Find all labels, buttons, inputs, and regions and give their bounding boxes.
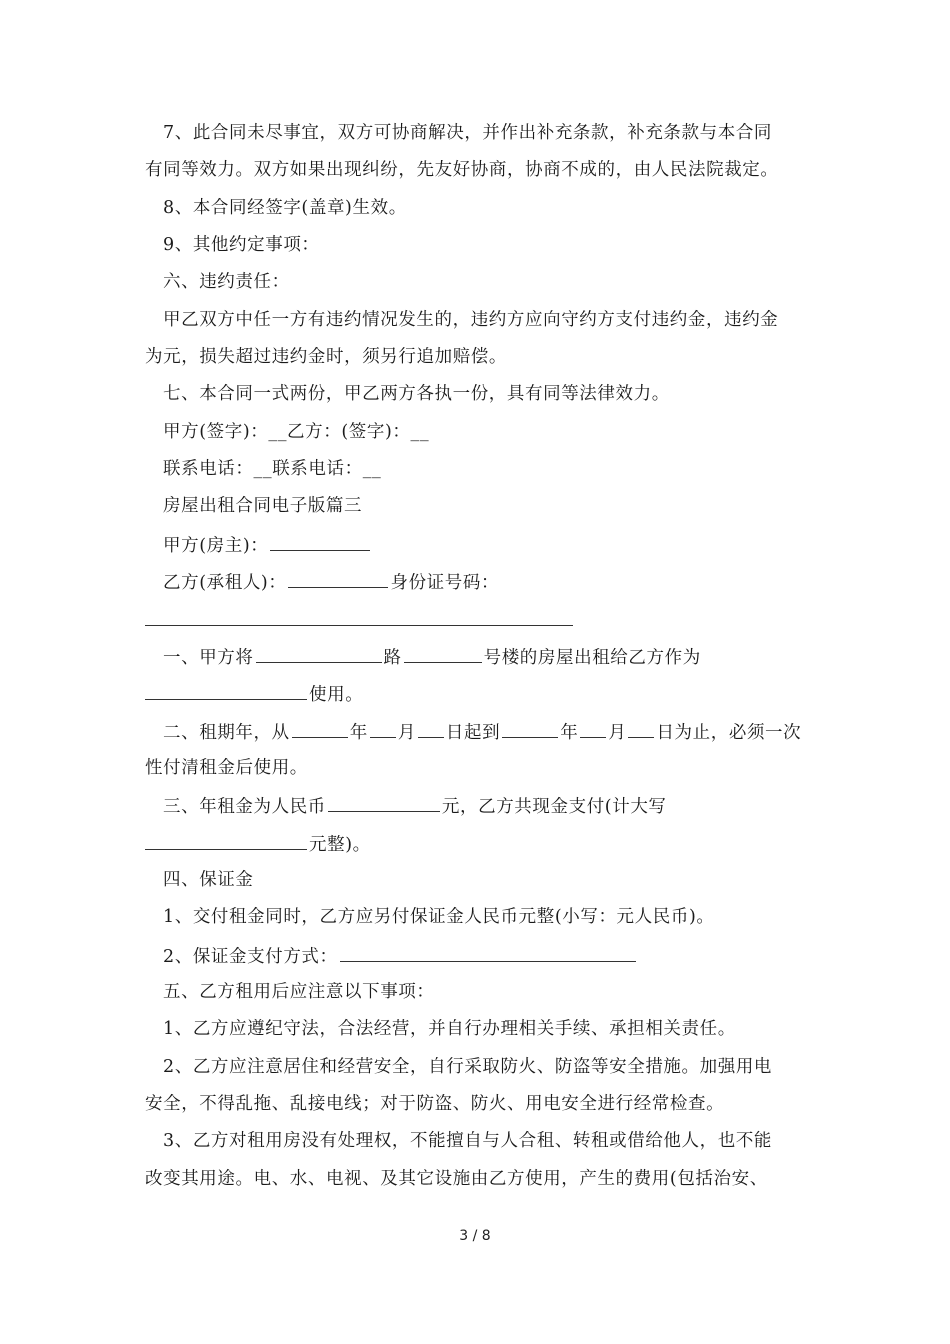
fill-blank [418, 719, 444, 738]
text-segment: 元整)。 [309, 835, 371, 855]
text-segment: 二、租期年，从 [163, 723, 290, 743]
fill-blank [580, 719, 606, 738]
section-heading: 四、保证金 [163, 870, 254, 890]
text-segment: 日起到 [445, 723, 501, 743]
paragraph-line: 2、乙方应注意居住和经营安全，自行采取防火、防盗等安全措施。加强用电 [163, 1057, 773, 1077]
text-segment: 年 [349, 723, 368, 743]
page-number: 3 / 8 [459, 1228, 491, 1244]
text-segment: 年 [560, 723, 579, 743]
id-number-label: 身份证号码： [390, 573, 500, 593]
paragraph-line: 改变其用途。电、水、电视、及其它设施由乙方使用，产生的费用(包括治安、 [145, 1169, 768, 1189]
fill-blank [370, 719, 396, 738]
paragraph-line [163, 644, 701, 670]
document-subtitle: 房屋出租合同电子版篇三 [163, 496, 363, 516]
text-segment: 使用。 [309, 685, 364, 705]
landlord-label: 甲方(房主)： [163, 536, 269, 556]
paragraph-line: 1、交付租金同时，乙方应另付保证金人民币元整(小写：元人民币)。 [163, 907, 715, 927]
paragraph-line [163, 793, 667, 819]
fill-blank [270, 532, 370, 551]
text-segment: 月 [397, 723, 416, 743]
landlord-line [163, 532, 372, 558]
fill-blank [502, 719, 558, 738]
text-segment: 元，乙方共现金支付(计大写 [441, 797, 667, 817]
paragraph-line: 1、乙方应遵纪守法，合法经营，并自行办理相关手续、承担相关责任。 [163, 1019, 736, 1039]
text-segment: 三、年租金为人民币 [163, 797, 326, 817]
paragraph-line: 甲乙双方中任一方有违约情况发生的，违约方应向守约方支付违约金，违约金 [163, 310, 779, 330]
paragraph-line: 3、乙方对租用房没有处理权，不能擅自与人合租、转租或借给他人，也不能 [163, 1131, 773, 1151]
fill-blank [328, 793, 440, 812]
contact-line: 联系电话：__联系电话：__ [163, 459, 382, 479]
text-segment: 日为止，必须一次 [656, 723, 802, 743]
tenant-line [163, 569, 499, 595]
paragraph-line: 有同等效力。双方如果出现纠纷，先友好协商，协商不成的，由人民法院裁定。 [145, 160, 779, 180]
section-heading: 六、违约责任： [163, 272, 290, 292]
paragraph-line: 性付清租金后使用。 [145, 758, 308, 778]
paragraph-line [145, 681, 363, 707]
text-segment: 一、甲方将 [163, 648, 254, 668]
paragraph-line: 7、此合同未尽事宜，双方可协商解决，并作出补充条款，补充条款与本合同 [163, 123, 773, 143]
fill-blank [628, 719, 654, 738]
fill-blank [145, 831, 307, 850]
paragraph-line: 8、本合同经签字(盖章)生效。 [163, 198, 407, 218]
fill-blank [145, 681, 307, 700]
text-segment: 号楼的房屋出租给乙方作为 [483, 648, 701, 668]
paragraph-line [163, 719, 801, 745]
tenant-label: 乙方(承租人)： [163, 573, 287, 593]
fill-blank [292, 719, 348, 738]
paragraph-line: 安全，不得乱拖、乱接电线；对于防盗、防火、用电安全进行经常检查。 [145, 1094, 725, 1114]
section-heading: 五、乙方租用后应注意以下事项： [163, 982, 435, 1002]
paragraph-line [145, 831, 371, 857]
text-segment: 路 [383, 648, 402, 668]
paragraph-line [163, 943, 638, 969]
fill-rule [145, 625, 573, 626]
signature-line: 甲方(签字)：__乙方：(签字)：__ [163, 422, 430, 442]
fill-blank [404, 644, 482, 663]
paragraph-line: 9、其他约定事项： [163, 235, 320, 255]
fill-blank [340, 943, 636, 962]
text-segment: 月 [608, 723, 627, 743]
text-segment: 2、保证金支付方式： [163, 947, 338, 967]
fill-blank [256, 644, 382, 663]
fill-blank [288, 569, 388, 588]
paragraph-line: 七、本合同一式两份，甲乙两方各执一份，具有同等法律效力。 [163, 384, 670, 404]
paragraph-line: 为元，损失超过违约金时，须另行追加赔偿。 [145, 347, 507, 367]
